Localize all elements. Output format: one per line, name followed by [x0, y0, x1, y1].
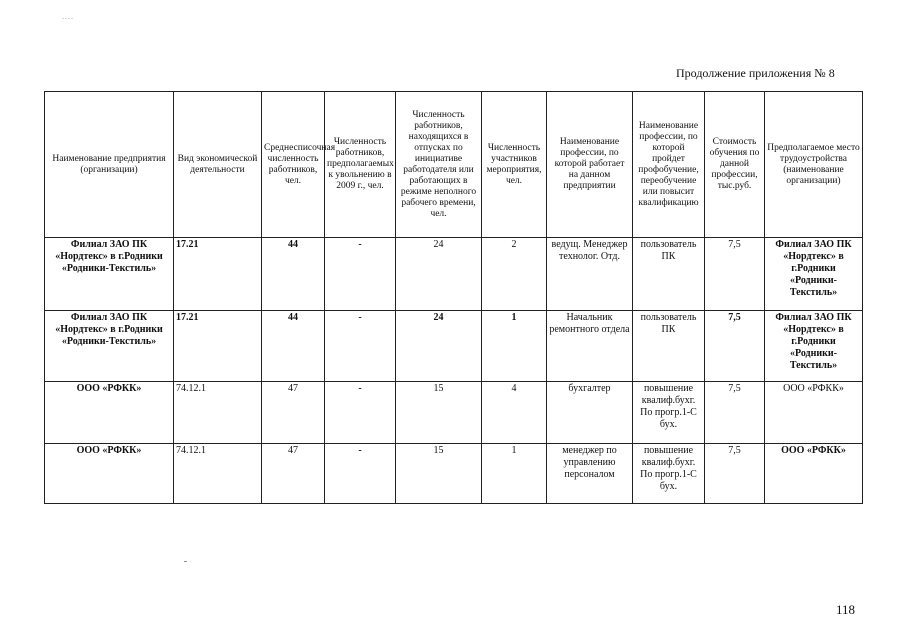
cell-cost: 7,5: [705, 311, 765, 382]
table-row: [45, 382, 863, 444]
col-header-part-time: Численность работников, находящихся в отпусках по инициативе работодателя или работающих в режиме неполного рабочего времени, чел.: [396, 92, 482, 238]
col-header-training-profession: Наименование профессии, по которой пройдет профобучение, переобучение или повысит квалификацию: [633, 92, 705, 238]
cell-training-profession: повышение квалиф.бухг. По прогр.1-С бух.: [633, 444, 705, 504]
cell-enterprise: Филиал ЗАО ПК «Нордтекс» в г.Родники «Родники-Текстиль»: [45, 311, 174, 382]
table-row: [45, 444, 863, 504]
cell-cost: 7,5: [705, 444, 765, 504]
cell-current-profession: бухгалтер: [547, 382, 633, 444]
cell-dismissal: -: [325, 238, 396, 311]
cell-avg-staff: 44: [262, 311, 325, 382]
header-row: [45, 92, 863, 238]
col-header-participants: Численность участников мероприятия, чел.: [482, 92, 547, 238]
cell-training-profession: пользователь ПК: [633, 238, 705, 311]
page-number: 118: [836, 602, 856, 617]
scan-speck: [184, 561, 187, 562]
cell-avg-staff: 47: [262, 444, 325, 504]
cell-employment: ООО «РФКК»: [765, 444, 863, 504]
table-row: [45, 311, 863, 382]
cell-activity: 17.21: [174, 311, 262, 382]
cell-training-profession: повышение квалиф.бухг. По прогр.1-С бух.: [633, 382, 705, 444]
cell-employment: Филиал ЗАО ПК «Нордтекс» в г.Родники «Родники-Текстиль»: [765, 311, 863, 382]
cell-participants: 1: [482, 311, 547, 382]
cell-activity: 74.12.1: [174, 444, 262, 504]
cell-cost: 7,5: [705, 382, 765, 444]
table-row: [45, 238, 863, 311]
cell-activity: 17.21: [174, 238, 262, 311]
cell-employment: ООО «РФКК»: [765, 382, 863, 444]
cell-dismissal: -: [325, 444, 396, 504]
cell-avg-staff: 47: [262, 382, 325, 444]
cell-part-time: 15: [396, 444, 482, 504]
col-header-avg-staff: Среднесписочная численность работников, чел.: [262, 92, 325, 238]
cell-current-profession: Начальник ремонтного отдела: [547, 311, 633, 382]
cell-participants: 1: [482, 444, 547, 504]
cell-dismissal: -: [325, 382, 396, 444]
cell-enterprise: ООО «РФКК»: [45, 382, 174, 444]
cell-part-time: 15: [396, 382, 482, 444]
col-header-activity: Вид экономической деятельности: [174, 92, 262, 238]
cell-part-time: 24: [396, 238, 482, 311]
col-header-current-profession: Наименование профессии, по которой работает на данном предприятии: [547, 92, 633, 238]
continuation-title: Продолжение приложения № 8: [676, 66, 835, 80]
cell-employment: Филиал ЗАО ПК «Нордтекс» в г.Родники «Родники-Текстиль»: [765, 238, 863, 311]
cell-enterprise: ООО «РФКК»: [45, 444, 174, 504]
col-header-dismissal: Численность работников, предполагаемых к увольнению в 2009 г., чел.: [325, 92, 396, 238]
top-marks: ....: [62, 12, 74, 21]
col-header-cost: Стоимость обучения по данной профессии, тыс.руб.: [705, 92, 765, 238]
data-table: [44, 91, 863, 504]
cell-activity: 74.12.1: [174, 382, 262, 444]
cell-cost: 7,5: [705, 238, 765, 311]
cell-current-profession: менеджер по управлению персоналом: [547, 444, 633, 504]
cell-participants: 2: [482, 238, 547, 311]
col-header-employment: Предполагаемое место трудоустройства (наименование организации): [765, 92, 863, 238]
cell-participants: 4: [482, 382, 547, 444]
cell-dismissal: -: [325, 311, 396, 382]
cell-training-profession: пользователь ПК: [633, 311, 705, 382]
col-header-enterprise: Наименование предприятия (организации): [45, 92, 174, 238]
cell-enterprise: Филиал ЗАО ПК «Нордтекс» в г.Родники «Родники-Текстиль»: [45, 238, 174, 311]
cell-avg-staff: 44: [262, 238, 325, 311]
cell-current-profession: ведущ. Менеджер технолог. Отд.: [547, 238, 633, 311]
cell-part-time: 24: [396, 311, 482, 382]
